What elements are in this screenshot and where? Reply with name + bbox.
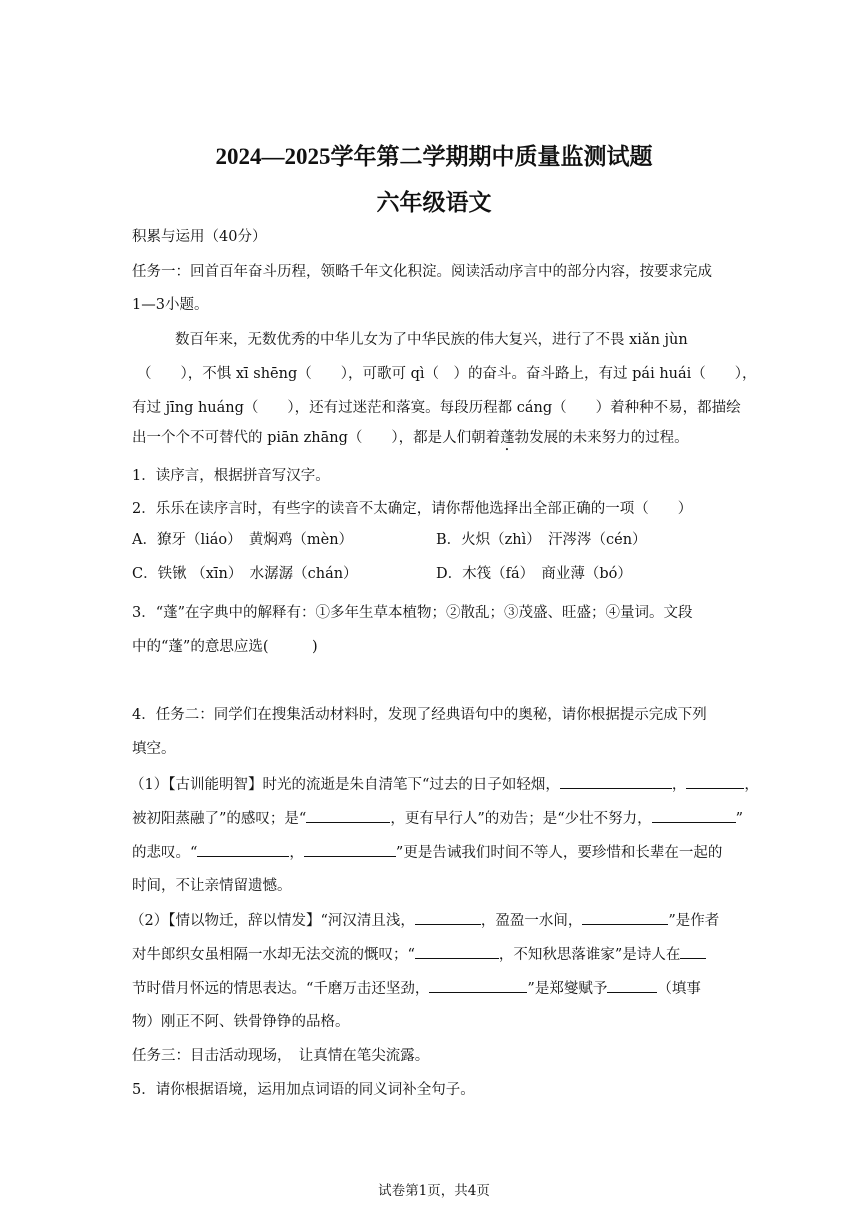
q4-p2g: ”是郑燮赋予 [527,981,608,997]
task3-heading: 任务三：目击活动现场， 让真情在笔尖流露。 [132,1048,430,1064]
q4-p2a: （2）【情以物迁，辞以情发】“河汉清且浅， [130,913,415,929]
option-a[interactable]: A．獠牙（liáo） 黄焖鸡（mèn） [132,532,354,548]
exam-title: 2024—2025学年第二学期期中质量监测试题 [215,144,653,169]
q4-part2-line1 [130,910,719,931]
passage-line2: （ ），不惧 xī shēng（ ），可歌可 qì（ ）的奋斗。奋斗路上，有过 pái huái（ ）， [137,366,757,382]
fill-blank[interactable] [306,808,390,823]
question-4-line2: 填空。 [132,741,176,757]
fill-blank[interactable] [607,978,657,993]
q4-p2b: ，盈盈一水间， [480,913,583,929]
question-3-line1: 3．“蓬”在字典中的解释有：①多年生草本植物；②散乱；③茂盛、旺盛；④量词。文段 [132,605,693,621]
passage-line4-part1: 出一个个不可替代的 piān zhāng（ ），都是人们朝着 [132,430,501,446]
q4-p2c: ”是作者 [668,913,720,929]
task1-line2: 1—3小题。 [132,297,209,313]
fill-blank[interactable] [415,944,499,959]
q4-p1a: （1）【古训能明智】时光的流逝是朱自清笔下“过去的日子如轻烟， [130,777,560,793]
emphasized-word: 蓬 [500,430,515,446]
fill-blank[interactable] [560,774,672,789]
q4-p1e: ”更是告诫我们时间不等人，要珍惜和长辈在一起的 [395,845,723,861]
fill-blank[interactable] [429,978,527,993]
fill-blank[interactable] [197,842,289,857]
page-footer: 试卷第1页，共4页 [378,1183,490,1199]
q4-p2d: 对牛郎织女虽相隔一水却无法交流的慨叹；“ [132,947,415,963]
exam-subtitle: 六年级语文 [376,190,492,215]
q4-part1-line3: 的悲叹。“ ， ”更是告诫我们时间不等人，要珍惜和长辈在一起的 [132,842,722,863]
question-4-line1: 4．任务二：同学们在搜集活动材料时，发现了经典语句中的奥秘，请你根据提示完成下列 [132,707,707,723]
task1-line1: 任务一：回首百年奋斗历程，领略千年文化积淀。阅读活动序言中的部分内容，按要求完成 [132,264,712,280]
q4-part2-line2 [132,944,706,965]
fill-blank[interactable] [304,842,396,857]
q4-p1c: ，更有早行人”的劝告；是“少壮不努力， [390,811,652,827]
section-heading: 积累与运用（40分） [132,229,267,245]
question-1: 1．读序言，根据拼音写汉字。 [132,468,330,484]
passage-line4-part2: 勃发展的未来努力的过程。 [514,430,689,446]
q4-part2-line3 [132,978,701,999]
option-b[interactable]: B．火炽（zhì） 汗涔涔（cén） [436,532,647,548]
q4-part1-line2: 被初阳蒸融了”的感叹；是“ ，更有早行人”的劝告；是“少壮不努力， ” [132,808,743,829]
fill-blank[interactable] [652,808,736,823]
q4-p2e: ，不知秋思落谁家”是诗人在 [498,947,681,963]
passage-line3: 有过 jīng huáng（ ），还有过迷茫和落寞。每段历程都 cáng（ ）着种种不易，都描绘 [132,400,741,416]
q4-p2h: （填事 [657,981,701,997]
fill-blank[interactable] [686,774,744,789]
option-c[interactable]: C．铁锹 （xīn） 水潺潺（chán） [132,566,358,582]
passage-line1: 数百年来，无数优秀的中华儿女为了中华民族的伟大复兴，进行了不畏 xiǎn jùn [175,332,688,348]
q4-part1-line4: 时间，不让亲情留遗憾。 [132,878,292,894]
q4-p2f: 节时借月怀远的情思表达。“千磨万击还坚劲， [132,981,430,997]
question-5: 5．请你根据语境，运用加点词语的同义词补全句子。 [132,1082,475,1098]
question-3-line2: 中的“蓬”的意思应选( ) [132,639,318,655]
question-2-stem: 2．乐乐在读序言时，有些字的读音不太确定，请你帮他选择出全部正确的一项（ ） [132,501,693,517]
fill-blank[interactable] [415,910,481,925]
fill-blank[interactable] [582,910,668,925]
passage-line4 [132,428,689,454]
q4-part2-line4: 物）刚正不阿、铁骨铮铮的品格。 [132,1014,350,1030]
q4-part1-line1: （1）【古训能明智】时光的流逝是朱自清笔下“过去的日子如轻烟， ， ， [130,774,759,795]
q4-p1b: 被初阳蒸融了”的感叹；是“ [132,811,307,827]
q4-p1d: 的悲叹。“ [132,845,198,861]
option-d[interactable]: D．木筏（fá） 商业薄（bó） [436,566,632,582]
fill-blank[interactable] [680,944,706,959]
